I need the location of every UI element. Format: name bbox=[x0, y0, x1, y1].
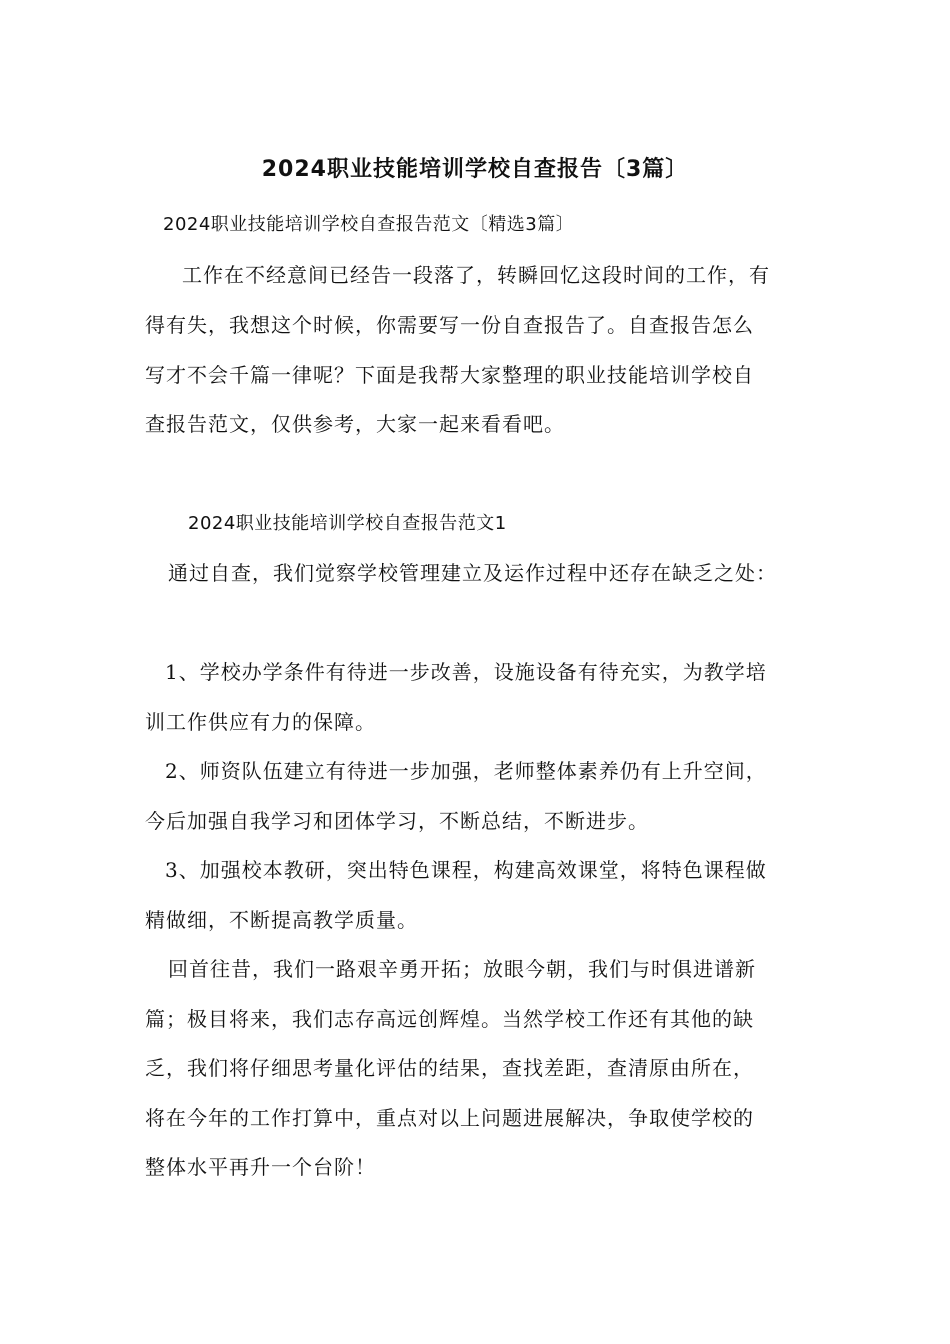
list-item-line: 3、加强校本教研，突出特色课程，构建高效课堂，将特色课程做 bbox=[165, 858, 767, 882]
closing-line: 整体水平再升一个台阶！ bbox=[145, 1155, 376, 1179]
intro-line: 工作在不经意间已经告一段落了，转瞬回忆这段时间的工作，有 bbox=[182, 263, 770, 287]
intro-line: 得有失，我想这个时候，你需要写一份自查报告了。自查报告怎么 bbox=[145, 313, 754, 337]
list-item-line: 训工作供应有力的保障。 bbox=[145, 710, 376, 734]
intro-line: 查报告范文，仅供参考，大家一起来看看吧。 bbox=[145, 412, 565, 436]
list-item-line: 精做细，不断提高教学质量。 bbox=[145, 908, 418, 932]
closing-line: 将在今年的工作打算中，重点对以上问题进展解决，争取使学校的 bbox=[145, 1106, 754, 1130]
closing-line: 篇；极目将来，我们志存高远创辉煌。当然学校工作还有其他的缺 bbox=[145, 1007, 754, 1031]
list-item-line: 今后加强自我学习和团体学习，不断总结，不断进步。 bbox=[145, 809, 649, 833]
document-title: 2024职业技能培训学校自查报告〔3篇〕 bbox=[261, 157, 689, 182]
section-lead: 通过自查，我们觉察学校管理建立及运作过程中还存在缺乏之处： bbox=[168, 561, 777, 585]
section-heading: 2024职业技能培训学校自查报告范文1 bbox=[188, 513, 507, 534]
closing-line: 乏，我们将仔细思考量化评估的结果，查找差距，查清原由所在， bbox=[145, 1056, 754, 1080]
list-item-line: 2、师资队伍建立有待进一步加强，老师整体素养仍有上升空间， bbox=[165, 759, 767, 783]
document-subtitle: 2024职业技能培训学校自查报告范文〔精选3篇〕 bbox=[163, 214, 575, 235]
intro-line: 写才不会千篇一律呢？下面是我帮大家整理的职业技能培训学校自 bbox=[145, 363, 754, 387]
list-item-line: 1、学校办学条件有待进一步改善，设施设备有待充实，为教学培 bbox=[165, 660, 767, 684]
closing-line: 回首往昔，我们一路艰辛勇开拓；放眼今朝，我们与时俱进谱新 bbox=[168, 957, 756, 981]
